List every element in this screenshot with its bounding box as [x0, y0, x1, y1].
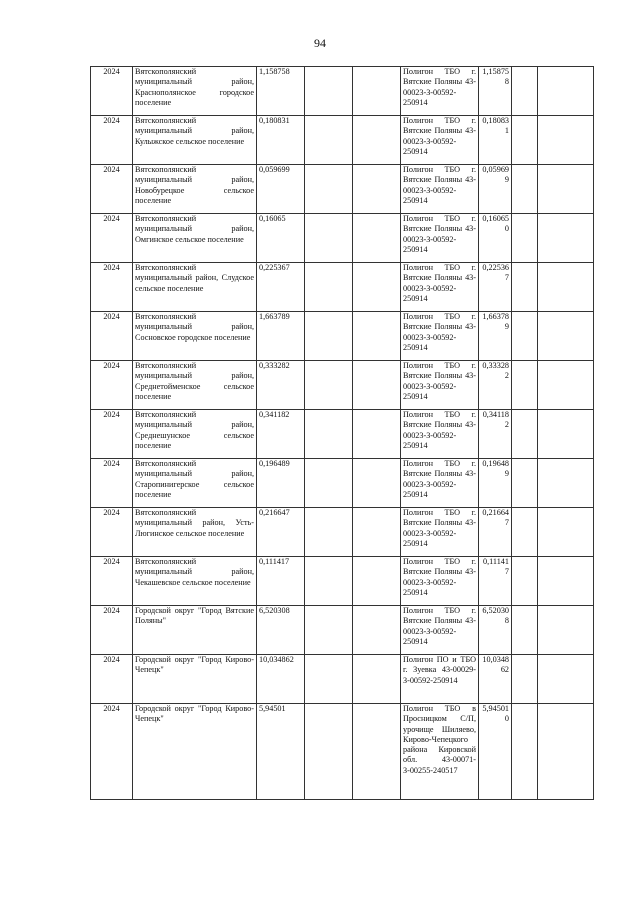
table-body — [91, 67, 594, 800]
facility-cell: Полигон ПО и ТБО г. Зуевка 43-00029-З-00592-250914 — [401, 655, 479, 704]
empty-cell — [305, 214, 353, 263]
quantity-cell: 0,225367 — [479, 263, 512, 312]
amount-cell: 0,216647 — [257, 508, 305, 557]
facility-cell: Полигон ТБО г. Вятские Поляны 43-00023-З-00592-250914 — [401, 214, 479, 263]
territory-cell: Вятскополянский муниципальный район, Среднешунское сельское поселение — [133, 410, 257, 459]
facility-cell: Полигон ТБО в Просницком С/П, урочище Шиляево, Кирово-Чепецкого района Кировской обл. 43-00071-З-00255-240517 — [401, 704, 479, 800]
empty-cell — [305, 557, 353, 606]
empty-cell — [512, 214, 538, 263]
page-number: 94 — [314, 36, 326, 50]
territory-cell: Вятскополянский муниципальный район, Слудское сельское поселение — [133, 263, 257, 312]
empty-cell — [353, 704, 401, 800]
year-cell: 2024 — [91, 655, 133, 704]
empty-cell — [305, 606, 353, 655]
empty-cell — [305, 704, 353, 800]
empty-cell — [512, 410, 538, 459]
year-cell: 2024 — [91, 704, 133, 800]
empty-cell — [538, 410, 594, 459]
facility-cell: Полигон ТБО г. Вятские Поляны 43-00023-З-00592-250914 — [401, 410, 479, 459]
territory-cell: Вятскополянский муниципальный район, Старопинигерское сельское поселение — [133, 459, 257, 508]
empty-cell — [538, 116, 594, 165]
table-row — [91, 67, 594, 116]
facility-cell: Полигон ТБО г. Вятские Поляны 43-00023-З-00592-250914 — [401, 459, 479, 508]
quantity-cell: 0,333282 — [479, 361, 512, 410]
empty-cell — [353, 459, 401, 508]
amount-cell: 0,059699 — [257, 165, 305, 214]
quantity-cell: 0,341182 — [479, 410, 512, 459]
facility-cell: Полигон ТБО г. Вятские Поляны 43-00023-З-00592-250914 — [401, 361, 479, 410]
territory-cell: Вятскополянский муниципальный район, Чекашевское сельское поселение — [133, 557, 257, 606]
facility-cell: Полигон ТБО г. Вятские Поляны 43-00023-З-00592-250914 — [401, 165, 479, 214]
empty-cell — [305, 410, 353, 459]
amount-cell: 0,180831 — [257, 116, 305, 165]
facility-cell: Полигон ТБО г. Вятские Поляны 43-00023-З-00592-250914 — [401, 116, 479, 165]
empty-cell — [353, 655, 401, 704]
facility-cell: Полигон ТБО г. Вятские Поляны 43-00023-З-00592-250914 — [401, 508, 479, 557]
empty-cell — [353, 214, 401, 263]
empty-cell — [538, 361, 594, 410]
empty-cell — [538, 508, 594, 557]
waste-allocation-table — [90, 66, 594, 800]
empty-cell — [353, 67, 401, 116]
table-row — [91, 459, 594, 508]
table-row — [91, 704, 594, 800]
table-row — [91, 361, 594, 410]
empty-cell — [538, 214, 594, 263]
empty-cell — [512, 655, 538, 704]
amount-cell: 1,158758 — [257, 67, 305, 116]
empty-cell — [538, 263, 594, 312]
table-row — [91, 312, 594, 361]
empty-cell — [512, 704, 538, 800]
facility-cell: Полигон ТБО г. Вятские Поляны 43-00023-З-00592-250914 — [401, 67, 479, 116]
empty-cell — [353, 165, 401, 214]
empty-cell — [512, 606, 538, 655]
table-row — [91, 606, 594, 655]
table-row — [91, 508, 594, 557]
quantity-cell: 5,945010 — [479, 704, 512, 800]
quantity-cell: 0,160650 — [479, 214, 512, 263]
empty-cell — [512, 508, 538, 557]
empty-cell — [305, 67, 353, 116]
facility-cell: Полигон ТБО г. Вятские Поляны 43-00023-З-00592-250914 — [401, 557, 479, 606]
empty-cell — [538, 459, 594, 508]
empty-cell — [353, 263, 401, 312]
empty-cell — [512, 263, 538, 312]
amount-cell: 0,16065 — [257, 214, 305, 263]
territory-cell: Вятскополянский муниципальный район, Усть-Люгинское сельское поселение — [133, 508, 257, 557]
quantity-cell: 0,180831 — [479, 116, 512, 165]
amount-cell: 0,111417 — [257, 557, 305, 606]
year-cell: 2024 — [91, 312, 133, 361]
quantity-cell: 0,216647 — [479, 508, 512, 557]
empty-cell — [353, 508, 401, 557]
empty-cell — [538, 655, 594, 704]
empty-cell — [305, 165, 353, 214]
empty-cell — [512, 312, 538, 361]
amount-cell: 0,196489 — [257, 459, 305, 508]
empty-cell — [353, 410, 401, 459]
territory-cell: Вятскополянский муниципальный район, Кулыжское сельское поселение — [133, 116, 257, 165]
amount-cell: 10,034862 — [257, 655, 305, 704]
amount-cell: 5,94501 — [257, 704, 305, 800]
amount-cell: 1,663789 — [257, 312, 305, 361]
quantity-cell: 0,111417 — [479, 557, 512, 606]
empty-cell — [512, 557, 538, 606]
territory-cell: Вятскополянский муниципальный район, Омгинское сельское поселение — [133, 214, 257, 263]
territory-cell: Вятскополянский муниципальный район, Новобурецкое сельское поселение — [133, 165, 257, 214]
empty-cell — [305, 361, 353, 410]
empty-cell — [353, 557, 401, 606]
empty-cell — [538, 165, 594, 214]
year-cell: 2024 — [91, 361, 133, 410]
territory-cell: Вятскополянский муниципальный район, Сосновское городское поселение — [133, 312, 257, 361]
amount-cell: 6,520308 — [257, 606, 305, 655]
empty-cell — [512, 459, 538, 508]
quantity-cell: 1,663789 — [479, 312, 512, 361]
year-cell: 2024 — [91, 557, 133, 606]
quantity-cell: 0,196489 — [479, 459, 512, 508]
year-cell: 2024 — [91, 165, 133, 214]
quantity-cell: 0,059699 — [479, 165, 512, 214]
territory-cell: Вятскополянский муниципальный район, Краснополянское городское поселение — [133, 67, 257, 116]
year-cell: 2024 — [91, 459, 133, 508]
empty-cell — [353, 116, 401, 165]
table-row — [91, 214, 594, 263]
empty-cell — [538, 606, 594, 655]
empty-cell — [538, 67, 594, 116]
facility-cell: Полигон ТБО г. Вятские Поляны 43-00023-З-00592-250914 — [401, 312, 479, 361]
year-cell: 2024 — [91, 410, 133, 459]
table-row — [91, 655, 594, 704]
empty-cell — [512, 116, 538, 165]
table-row — [91, 116, 594, 165]
facility-cell: Полигон ТБО г. Вятские Поляны 43-00023-З-00592-250914 — [401, 263, 479, 312]
territory-cell: Городской округ "Город Кирово-Чепецк" — [133, 704, 257, 800]
empty-cell — [353, 361, 401, 410]
quantity-cell: 10,034862 — [479, 655, 512, 704]
territory-cell: Городской округ "Город Вятские Поляны" — [133, 606, 257, 655]
empty-cell — [305, 459, 353, 508]
empty-cell — [305, 312, 353, 361]
empty-cell — [305, 116, 353, 165]
empty-cell — [538, 557, 594, 606]
year-cell: 2024 — [91, 214, 133, 263]
table-row — [91, 263, 594, 312]
empty-cell — [538, 312, 594, 361]
table-row — [91, 165, 594, 214]
empty-cell — [538, 704, 594, 800]
amount-cell: 0,341182 — [257, 410, 305, 459]
year-cell: 2024 — [91, 116, 133, 165]
amount-cell: 0,333282 — [257, 361, 305, 410]
empty-cell — [353, 606, 401, 655]
empty-cell — [305, 263, 353, 312]
table-row — [91, 557, 594, 606]
quantity-cell: 6,520308 — [479, 606, 512, 655]
quantity-cell: 1,158758 — [479, 67, 512, 116]
territory-cell: Городской округ "Город Кирово-Чепецк" — [133, 655, 257, 704]
table-row — [91, 410, 594, 459]
empty-cell — [512, 361, 538, 410]
territory-cell: Вятскополянский муниципальный район, Среднетойменское сельское поселение — [133, 361, 257, 410]
year-cell: 2024 — [91, 67, 133, 116]
facility-cell: Полигон ТБО г. Вятские Поляны 43-00023-З-00592-250914 — [401, 606, 479, 655]
empty-cell — [305, 655, 353, 704]
empty-cell — [512, 165, 538, 214]
year-cell: 2024 — [91, 508, 133, 557]
empty-cell — [353, 312, 401, 361]
empty-cell — [512, 67, 538, 116]
year-cell: 2024 — [91, 263, 133, 312]
amount-cell: 0,225367 — [257, 263, 305, 312]
empty-cell — [305, 508, 353, 557]
year-cell: 2024 — [91, 606, 133, 655]
